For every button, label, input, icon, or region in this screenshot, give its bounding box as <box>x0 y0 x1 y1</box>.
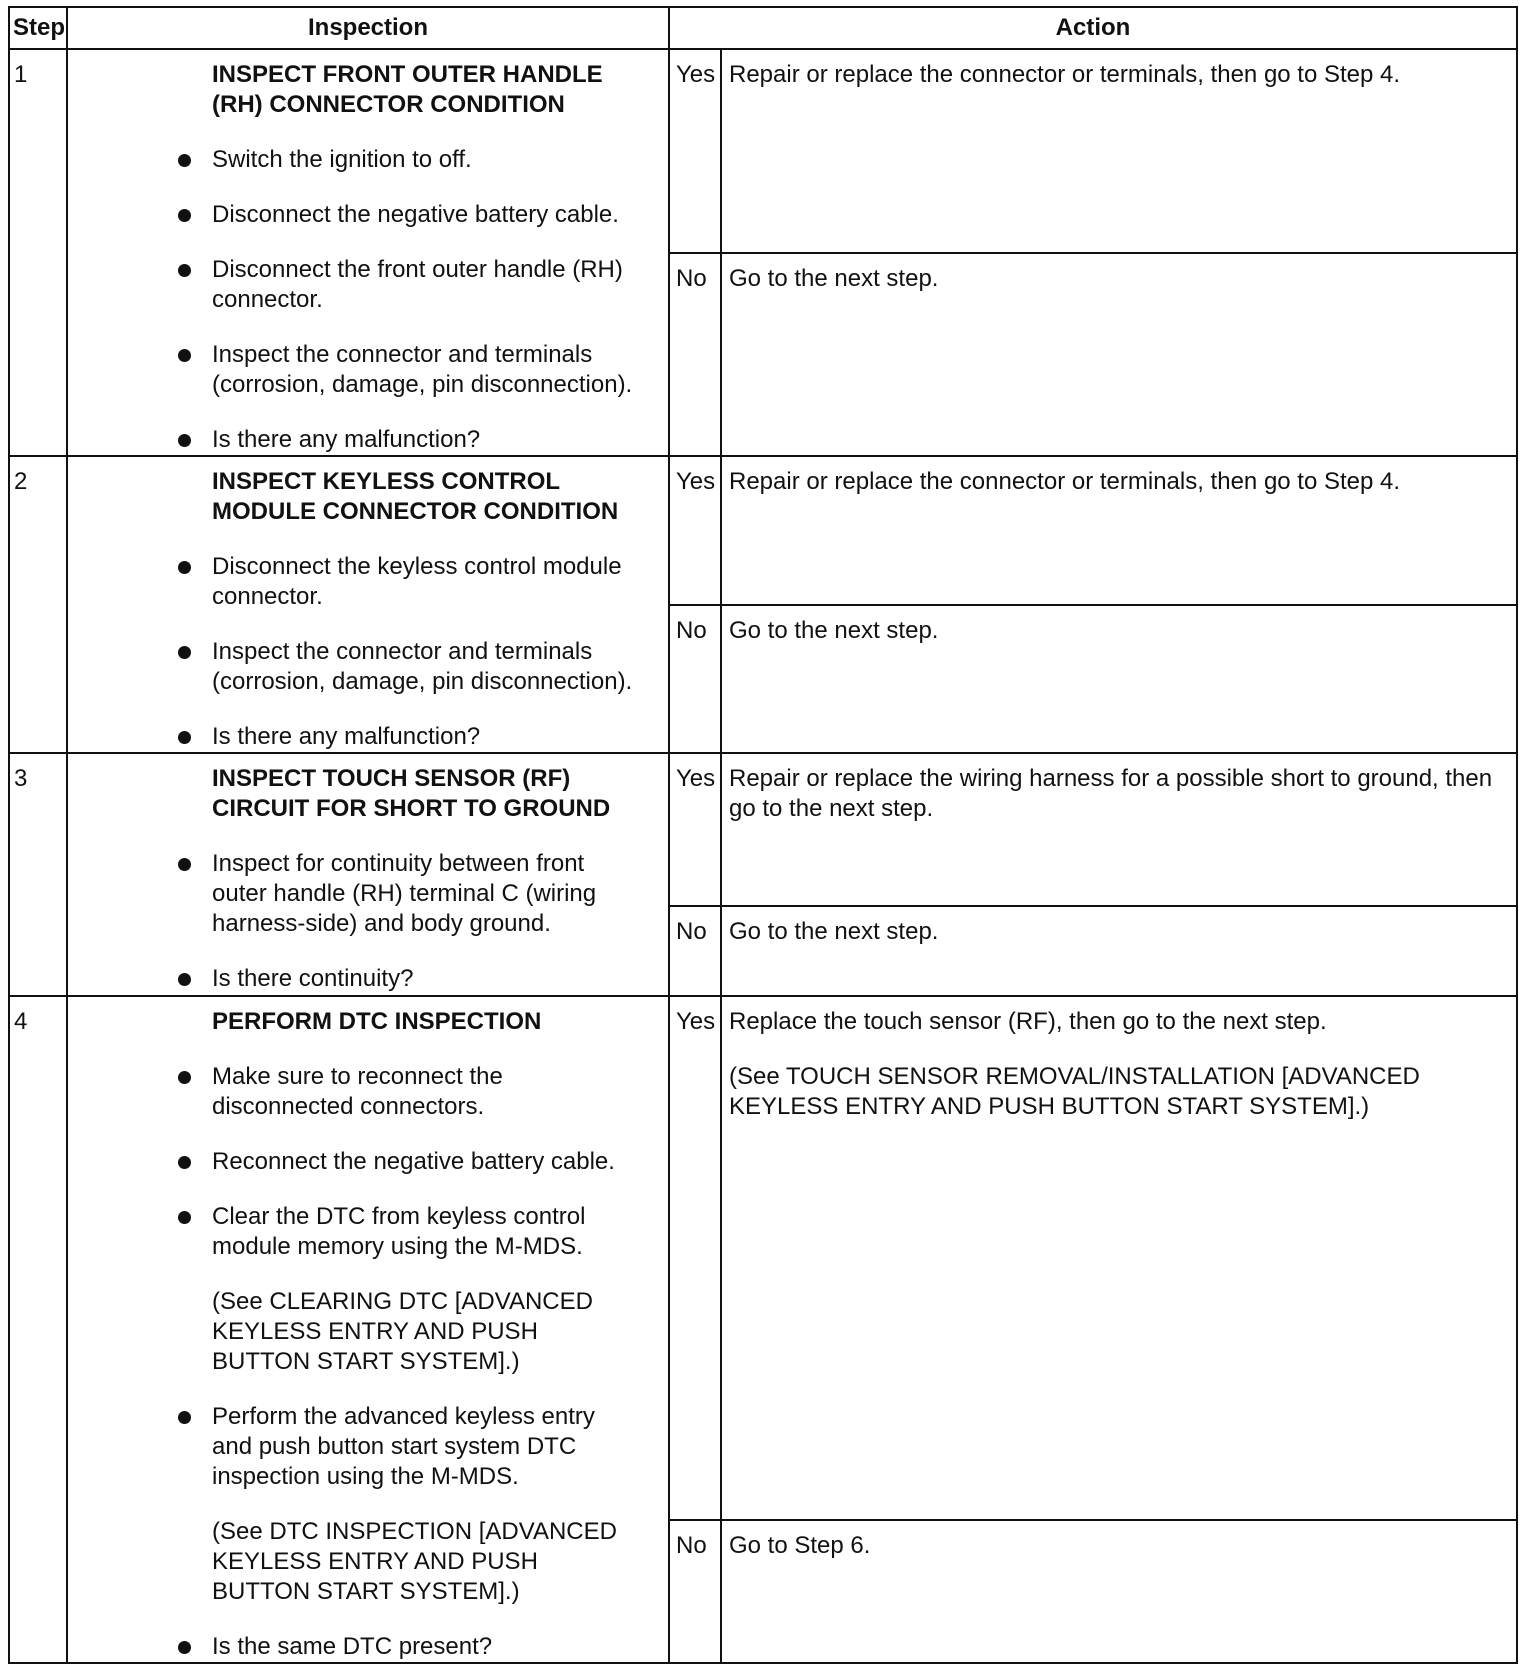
inspection-bullet: Reconnect the negative battery cable. <box>68 1147 638 1177</box>
step-1-inspection <box>67 49 669 456</box>
step-2-yes-row <box>9 456 1517 605</box>
step-number: 3 <box>9 753 67 995</box>
header-action: Action <box>669 7 1517 49</box>
step-4-yes-row <box>9 996 1517 1520</box>
inspection-bullet: Switch the ignition to off. <box>68 145 638 175</box>
inspection-bullet: Inspect the connector and terminals (corrosion, damage, pin disconnection). <box>68 637 638 697</box>
step-number: 4 <box>9 996 67 1663</box>
yes-label: Yes <box>669 456 721 605</box>
inspection-bullet: Inspect the connector and terminals (corrosion, damage, pin disconnection). <box>68 340 638 400</box>
inspection-bullet: Disconnect the keyless control module connector. <box>68 552 638 612</box>
yes-action: Repair or replace the connector or terminals, then go to Step 4. <box>721 456 1517 605</box>
yes-action: Repair or replace the connector or terminals, then go to Step 4. <box>721 49 1517 253</box>
no-action: Go to the next step. <box>721 906 1517 996</box>
reference-note: (See TOUCH SENSOR REMOVAL/INSTALLATION [ADVANCED KEYLESS ENTRY AND PUSH BUTTON START SYSTEM].) <box>729 1062 1420 1120</box>
step-number: 2 <box>9 456 67 753</box>
no-label: No <box>669 906 721 996</box>
inspection-bullet: Disconnect the negative battery cable. <box>68 200 638 230</box>
header-step: Step <box>9 7 67 49</box>
diagnostic-table <box>8 6 1518 1664</box>
inspection-bullet: Is there any malfunction? <box>68 425 638 455</box>
step-3-inspection <box>67 753 669 995</box>
inspection-bullet: Is there any malfunction? <box>68 722 638 752</box>
inspection-bullet: Make sure to reconnect the disconnected connectors. <box>68 1062 638 1122</box>
inspection-bullet: Inspect for continuity between front outer handle (RH) terminal C (wiring harness-side) and body ground. <box>68 849 638 939</box>
yes-label: Yes <box>669 753 721 906</box>
yes-label: Yes <box>669 996 721 1520</box>
inspection-bullet: Disconnect the front outer handle (RH) connector. <box>68 255 638 315</box>
step-1-yes-row <box>9 49 1517 253</box>
yes-label: Yes <box>669 49 721 253</box>
step-title: INSPECT KEYLESS CONTROL MODULE CONNECTOR CONDITION <box>212 468 619 526</box>
step-4-inspection <box>67 996 669 1663</box>
table-header-row <box>9 7 1517 49</box>
reference-note: (See DTC INSPECTION [ADVANCED KEYLESS ENTRY AND PUSH BUTTON START SYSTEM].) <box>212 1517 617 1605</box>
step-title: INSPECT FRONT OUTER HANDLE (RH) CONNECTOR CONDITION <box>212 61 603 118</box>
inspection-bullet: Is there continuity? <box>68 964 638 994</box>
step-3-yes-row <box>9 753 1517 906</box>
step-title: INSPECT TOUCH SENSOR (RF) CIRCUIT FOR SHORT TO GROUND <box>212 765 611 823</box>
no-label: No <box>669 1520 721 1663</box>
no-action: Go to the next step. <box>721 253 1517 457</box>
diagnostic-procedure-sheet <box>8 6 1516 1664</box>
yes-action: Repair or replace the wiring harness for a possible short to ground, then go to the next step. <box>721 753 1517 906</box>
header-inspection: Inspection <box>67 7 669 49</box>
inspection-bullet: Clear the DTC from keyless control module memory using the M-MDS. <box>68 1202 638 1262</box>
no-action: Go to Step 6. <box>721 1520 1517 1663</box>
step-number: 1 <box>9 49 67 456</box>
inspection-bullet: Perform the advanced keyless entry and push button start system DTC inspection using the M-MDS. <box>68 1402 638 1492</box>
no-label: No <box>669 253 721 457</box>
no-label: No <box>669 605 721 754</box>
inspection-bullet: Is the same DTC present? <box>68 1632 638 1662</box>
step-title: PERFORM DTC INSPECTION <box>212 1007 542 1035</box>
yes-action: Replace the touch sensor (RF), then go to the next step. <box>729 1007 1327 1035</box>
no-action: Go to the next step. <box>721 605 1517 754</box>
reference-note: (See CLEARING DTC [ADVANCED KEYLESS ENTRY AND PUSH BUTTON START SYSTEM].) <box>212 1287 593 1375</box>
step-2-inspection <box>67 456 669 753</box>
yes-action-cell <box>721 996 1517 1520</box>
